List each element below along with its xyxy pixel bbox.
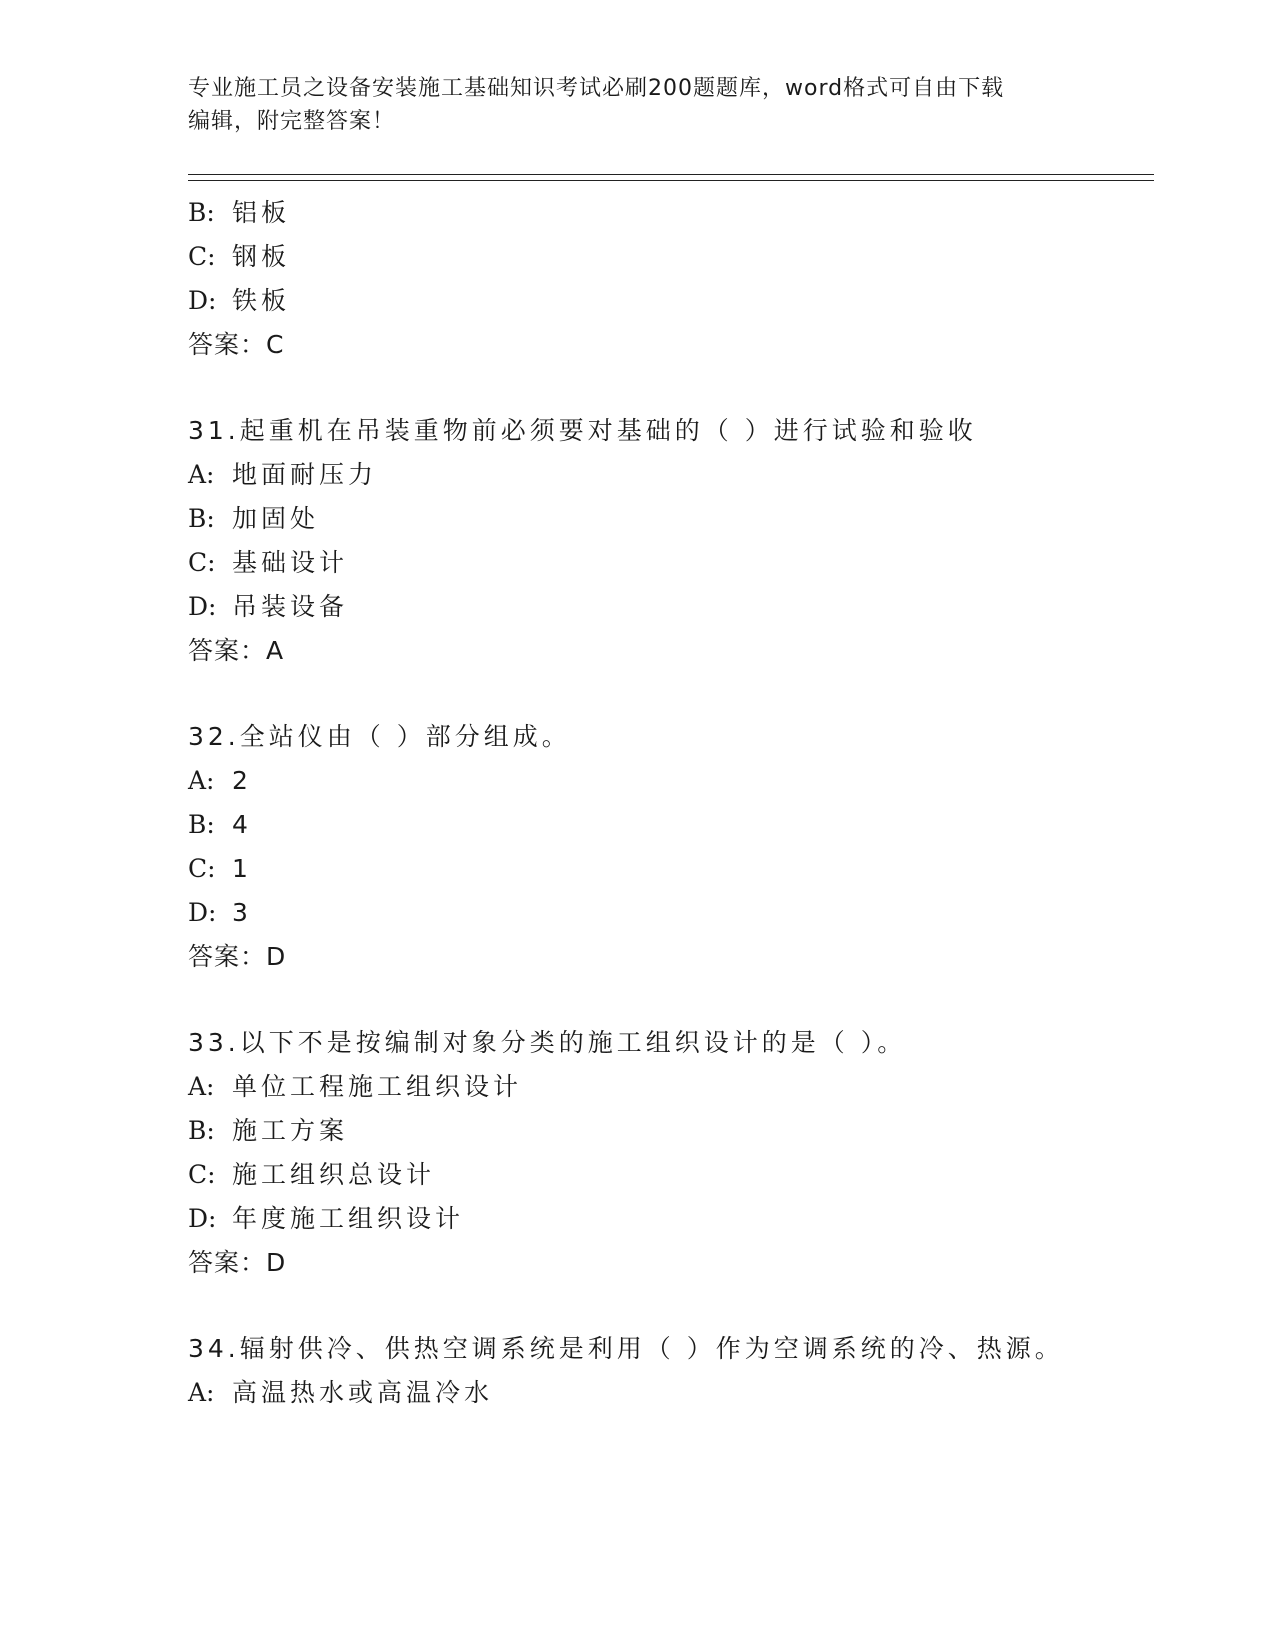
question-32: 32.全站仪由（ ）部分组成。 (188, 722, 571, 751)
option-b (188, 502, 319, 536)
option-text: 吊装设备 (232, 592, 349, 621)
option-key: A: (188, 460, 215, 489)
option-text: 铝板 (232, 198, 291, 227)
option-key: C: (188, 242, 216, 271)
option-text: 1 (232, 854, 252, 883)
option-a (188, 1070, 522, 1104)
header-line-2: 编辑，附完整答案！ (188, 109, 396, 134)
option-text: 加固处 (232, 504, 320, 533)
option-a (188, 458, 377, 492)
option-text: 4 (232, 810, 252, 839)
option-text: 年度施工组织设计 (232, 1204, 465, 1233)
answer-line: 答案：C (188, 330, 285, 359)
document-header (188, 72, 1088, 138)
option-b (188, 808, 252, 842)
option-text: 单位工程施工组织设计 (232, 1072, 523, 1101)
option-key: A: (188, 766, 215, 795)
option-key: C: (188, 1160, 216, 1189)
option-c (188, 240, 290, 274)
option-key: B: (188, 198, 215, 227)
question-33: 33.以下不是按编制对象分类的施工组织设计的是（ ）。 (188, 1028, 907, 1057)
option-key: A: (188, 1072, 215, 1101)
option-d (188, 1202, 464, 1236)
option-c (188, 546, 348, 580)
option-key: B: (188, 1116, 215, 1145)
option-text: 3 (232, 898, 252, 927)
option-text: 钢板 (232, 242, 291, 271)
option-text: 施工组织总设计 (232, 1160, 436, 1189)
option-key: D: (188, 592, 217, 621)
option-c (188, 1158, 435, 1192)
option-key: B: (188, 504, 215, 533)
option-c (188, 852, 252, 886)
answer-line: 答案：A (188, 636, 285, 665)
option-key: A: (188, 1378, 215, 1407)
option-a (188, 1376, 493, 1410)
option-text: 铁板 (232, 286, 291, 315)
option-text: 高温热水或高温冷水 (232, 1378, 494, 1407)
header-line-1: 专业施工员之设备安装施工基础知识考试必刷200题题库，word格式可自由下载 (188, 76, 1005, 101)
option-text: 地面耐压力 (232, 460, 378, 489)
option-d (188, 896, 252, 930)
option-key: B: (188, 810, 215, 839)
answer-line: 答案：D (188, 942, 287, 971)
option-b (188, 1114, 348, 1148)
option-d (188, 284, 290, 318)
header-divider-top (188, 174, 1154, 175)
header-divider-bottom (188, 180, 1154, 181)
option-key: D: (188, 1204, 217, 1233)
option-key: D: (188, 898, 217, 927)
answer-line: 答案：D (188, 1248, 287, 1277)
option-key: C: (188, 854, 216, 883)
option-key: C: (188, 548, 216, 577)
question-34: 34.辐射供冷、供热空调系统是利用（ ）作为空调系统的冷、热源。 (188, 1334, 1064, 1363)
option-text: 2 (232, 766, 252, 795)
option-b (188, 196, 290, 230)
option-a (188, 764, 252, 798)
option-key: D: (188, 286, 217, 315)
option-d (188, 590, 348, 624)
option-text: 施工方案 (232, 1116, 349, 1145)
question-31: 31.起重机在吊装重物前必须要对基础的（ ）进行试验和验收 (188, 416, 977, 445)
option-text: 基础设计 (232, 548, 349, 577)
